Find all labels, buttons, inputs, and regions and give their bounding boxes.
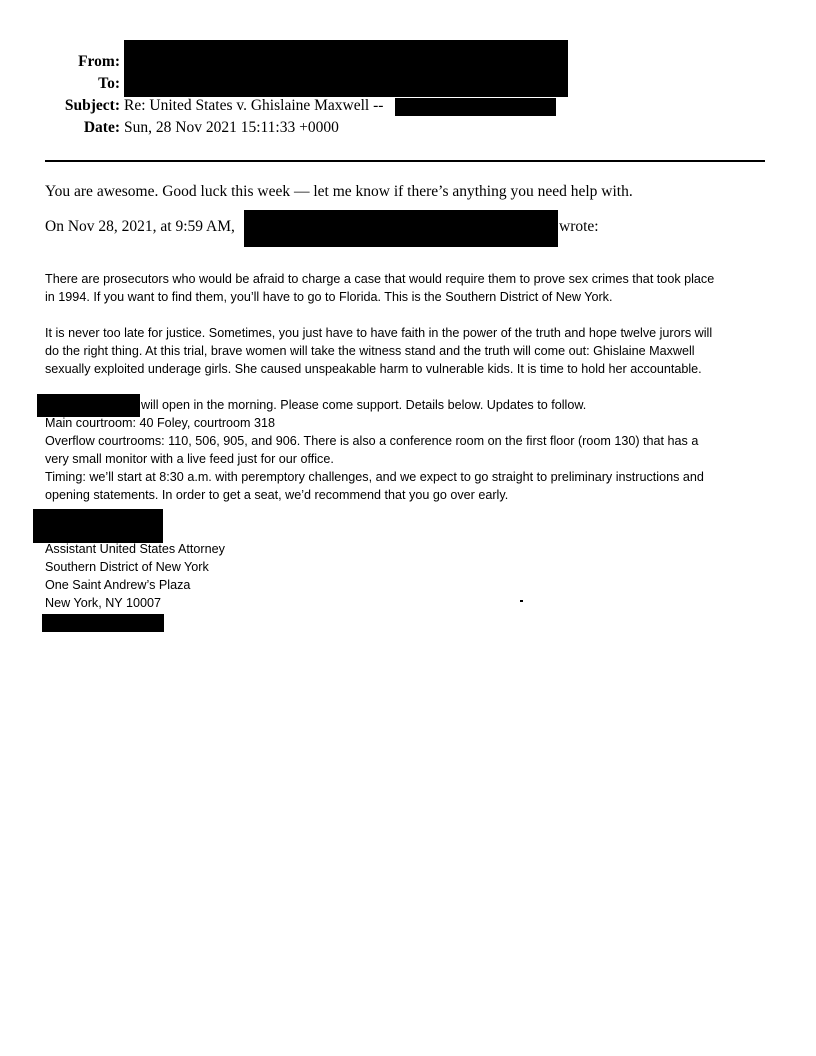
quote-intro: On Nov 28, 2021, at 9:59 AM, <box>45 218 235 235</box>
para2-line-3: sexually exploited underage girls. She caused unspeakable harm to vulnerable kids. It is time to hold her accountable. <box>45 362 702 376</box>
date-value: Sun, 28 Nov 2021 15:11:33 +0000 <box>124 119 339 136</box>
subject-value: Re: United States v. Ghislaine Maxwell -- <box>124 97 384 114</box>
details-line-4: Timing: we’ll start at 8:30 a.m. with peremptory challenges, and we expect to go straight to preliminary instructions and <box>45 470 704 484</box>
redaction-signature-name <box>33 509 163 543</box>
para2-line-2: do the right thing. At this trial, brave women will take the witness stand and the truth will come out: Ghislaine Maxwell <box>45 344 695 358</box>
details-line-5: opening statements. In order to get a seat, we’d recommend that you go over early. <box>45 488 509 502</box>
details-line-1: Main courtroom: 40 Foley, courtroom 318 <box>45 416 276 430</box>
signature-office: Southern District of New York <box>45 560 209 574</box>
details-line-2: Overflow courtrooms: 110, 506, 905, and 906. There is also a conference room on the first floor (room 130) that has a <box>45 434 699 448</box>
redaction-trial-name <box>37 394 140 417</box>
redaction-subject <box>395 98 556 116</box>
details-line-3: very small monitor with a live feed just for our office. <box>45 452 334 466</box>
subject-label: Subject: <box>64 97 120 114</box>
redaction-sender <box>244 210 558 247</box>
date-label: Date: <box>83 119 120 136</box>
stray-mark <box>520 600 523 602</box>
para1-line-2: in 1994. If you want to find them, you’ll have to go to Florida. This is the Southern District of New York. <box>45 290 613 304</box>
quote-wrote: wrote: <box>559 218 599 235</box>
para2-line-1: It is never too late for justice. Sometimes, you just have to have faith in the power of the truth and hope twelve jurors will <box>45 326 713 340</box>
para1-line-1: There are prosecutors who would be afraid to charge a case that would require them to prove sex crimes that took place <box>45 272 715 286</box>
signature-city: New York, NY 10007 <box>45 596 161 610</box>
header-divider <box>45 160 765 162</box>
redaction-from-to <box>124 40 568 97</box>
from-label: From: <box>78 53 120 70</box>
to-label: To: <box>98 75 120 92</box>
details-intro: will open in the morning. Please come support. Details below. Updates to follow. <box>141 398 587 412</box>
redaction-signature-contact <box>42 614 164 632</box>
signature-title: Assistant United States Attorney <box>45 542 225 556</box>
signature-street: One Saint Andrew’s Plaza <box>45 578 191 592</box>
reply-text: You are awesome. Good luck this week — let me know if there’s anything you need help with. <box>45 183 633 200</box>
